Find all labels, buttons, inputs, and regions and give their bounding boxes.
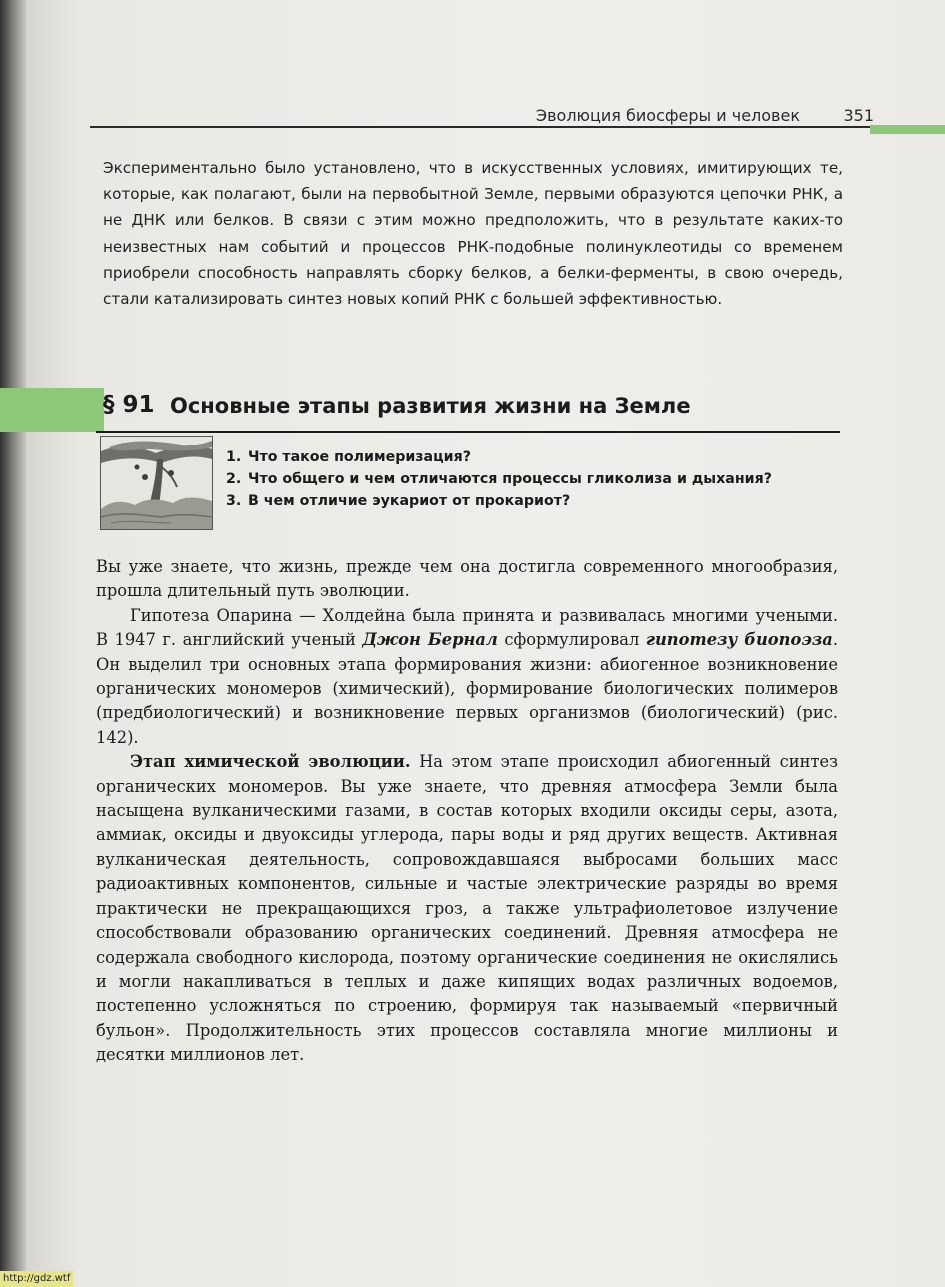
paragraph-lead-term: Этап химической эволюции. [130,752,411,772]
header-divider [90,126,870,128]
book-spine-shadow [0,0,26,1287]
main-text [96,555,838,1068]
scientist-name: Джон Бернал [362,630,498,650]
page-number: 351 [843,106,874,125]
question-item: 2. Что общего и чем отличаются процессы гликолиза и дыхания? [226,471,772,487]
paragraph-3: Этап химической эволюции. На этом этапе происходил абиогенный синтез органических мономеров. Вы уже знаете, что древняя атмосфера Земли была насыщена вулканическими газами, в состав которых входили оксиды серы, азота, аммиак, оксиды и двуоксиды углерода, пары воды и ряд других веществ. Активная вулканическая деятельность, сопровождавшаяся выбросами больших масс радиоактивных компонентов, сильные и частые электрические разряды во время практически не прекращающихся гроз, а также ультрафиолетовое излучение способствовали образованию органических соединений. Древняя атмосфера не содержала свободного кислорода, поэтому органические соединения не окислялись и могли накапливаться в теплых и даже кипящих водах различных водоемов, постепенно усложняться по строению, формируя так называемый «первичный бульон». Продолжительность этих процессов составляла многие миллионы и десятки миллионов лет. [96,752,838,1065]
section-number: § 91 [103,392,155,418]
section-divider [96,431,840,433]
intro-paragraph: Экспериментально было установлено, что в искусственных условиях, имитирующих те, которые, как полагают, были на первобытной Земле, первыми образуются цепочки РНК, а не ДНК или белков. В связи с этим можно предположить, что в результате каких-то неизвестных нам событий и процессов РНК-подобные полинуклеотиды со временем приобрели способность направлять сборку белков, а белки-ферменты, в свою очередь, стали катализировать синтез новых копий РНК с большей эффективностью. [103,159,843,309]
section-accent-band [0,388,104,432]
section-heading [103,392,843,428]
paragraph-1: Вы уже знаете, что жизнь, прежде чем она достигла современного многообразия, прошла длительный путь эволюции. [96,557,838,601]
tree-landscape-icon [101,437,212,529]
question-item: 3. В чем отличие эукариот от прокариот? [226,493,571,509]
paragraph-2: Гипотеза Опарина — Холдейна была принята и развивалась многими учеными. В 1947 г. английский ученый Джон Бернал сформулировал гипотезу биопоэза. Он выделил три основных этапа формирования жизни: абиогенное возникновение органических мономеров (химический), формирование биологических полимеров (предбиологический) и возникновение первых организмов (биологический) (рис. 142). [96,605,838,747]
key-term: гипотезу биопоэза [645,630,833,650]
review-questions [226,446,846,512]
section-title: Основные этапы развития жизни на Земле [170,394,691,418]
running-header-title: Эволюция биосферы и человек [535,106,800,125]
running-header [90,104,880,128]
question-item: 1. Что такое полимеризация? [226,449,471,465]
section-illustration [100,436,213,530]
watermark-link[interactable]: http://gdz.wtf [0,1271,73,1287]
header-accent-tab [870,125,945,134]
